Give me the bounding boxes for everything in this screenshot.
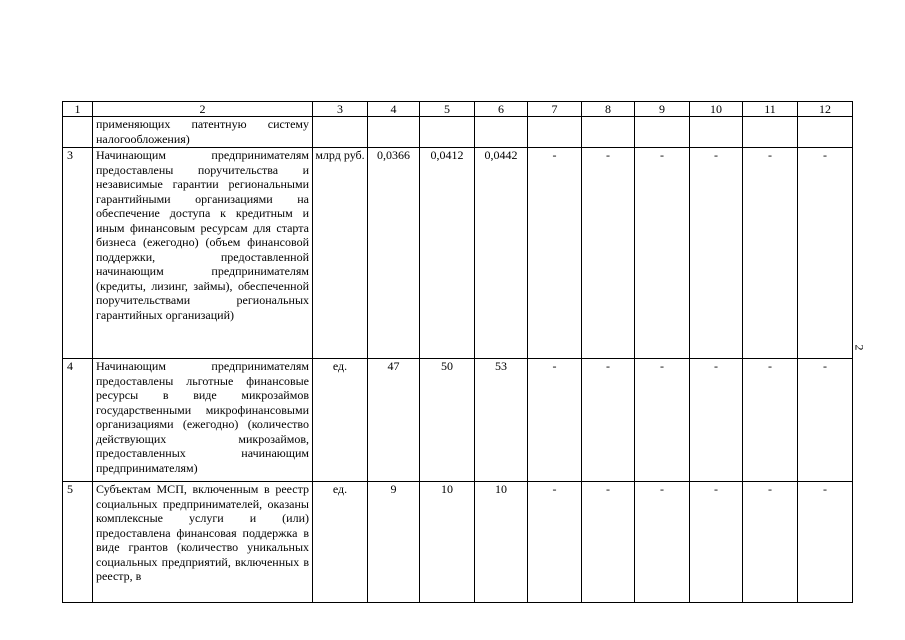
value-col-12: - (798, 482, 853, 603)
row-description: Начинающим предпринимателям предоставлены поручительства и независимые гарантии региональными гарантийными организациями на обеспечение доступа к кредитным и иным финансовым ресурсам для старта бизнеса (ежегодно) (объем финансовой поддержки, предоставленной начинающим предпринимателям (кредиты, лизинг, займы), обеспеченной поручительствами региональных гарантийных организаций) (93, 148, 313, 359)
value-col-5: 0,0412 (420, 148, 475, 359)
value-col-9: - (635, 482, 690, 603)
value-col-11: - (743, 482, 798, 603)
header-cell: 6 (475, 102, 528, 117)
page-number: 2 (852, 344, 867, 351)
header-cell: 3 (313, 102, 368, 117)
header-cell: 7 (528, 102, 582, 117)
value-col-5: 50 (420, 359, 475, 482)
value-col-12: - (798, 359, 853, 482)
table-row (63, 359, 853, 482)
value-col-7: - (528, 482, 582, 603)
value-col-10: - (690, 359, 743, 482)
row-description: Начинающим предпринимателям предоставлены льготные финансовые ресурсы в виде микрозаймов государственными микрофинансовыми организациями (ежегодно) (количество действующих микрозаймов, предоставленных начинающим предпринимателям) (93, 359, 313, 482)
value-col-12: - (798, 148, 853, 359)
value-col-4 (368, 117, 420, 148)
value-col-6: 53 (475, 359, 528, 482)
value-col-11: - (743, 359, 798, 482)
header-cell: 8 (582, 102, 635, 117)
value-col-8: - (582, 359, 635, 482)
row-description: Субъектам МСП, включенным в реестр социальных предпринимателей, оказаны комплексные услуги и (или) предоставлена финансовая поддержка в виде грантов (количество уникальных социальных предприятий, включенных в реестр, в (93, 482, 313, 603)
value-col-12 (798, 117, 853, 148)
header-cell: 4 (368, 102, 420, 117)
value-col-7: - (528, 148, 582, 359)
value-col-10 (690, 117, 743, 148)
header-cell: 2 (93, 102, 313, 117)
row-number: 3 (63, 148, 93, 359)
value-col-9: - (635, 359, 690, 482)
header-cell: 11 (743, 102, 798, 117)
header-cell: 9 (635, 102, 690, 117)
row-number: 5 (63, 482, 93, 603)
header-cell: 12 (798, 102, 853, 117)
row-description: применяющих патентную систему налогообложения) (93, 117, 313, 148)
value-col-10: - (690, 148, 743, 359)
value-col-6: 10 (475, 482, 528, 603)
value-col-7 (528, 117, 582, 148)
value-col-9 (635, 117, 690, 148)
header-cell: 5 (420, 102, 475, 117)
value-col-8: - (582, 148, 635, 359)
row-number: 4 (63, 359, 93, 482)
value-col-4: 9 (368, 482, 420, 603)
table-row (63, 117, 853, 148)
value-col-5: 10 (420, 482, 475, 603)
table-row (63, 482, 853, 603)
header-cell: 10 (690, 102, 743, 117)
value-col-11 (743, 117, 798, 148)
row-unit: ед. (313, 482, 368, 603)
data-table (62, 101, 853, 603)
value-col-6: 0,0442 (475, 148, 528, 359)
table-header-row (63, 102, 853, 117)
value-col-8: - (582, 482, 635, 603)
header-cell: 1 (63, 102, 93, 117)
value-col-6 (475, 117, 528, 148)
row-number (63, 117, 93, 148)
row-unit (313, 117, 368, 148)
value-col-7: - (528, 359, 582, 482)
value-col-4: 47 (368, 359, 420, 482)
value-col-11: - (743, 148, 798, 359)
value-col-5 (420, 117, 475, 148)
value-col-9: - (635, 148, 690, 359)
table-row (63, 148, 853, 359)
value-col-10: - (690, 482, 743, 603)
row-unit: млрд руб. (313, 148, 368, 359)
value-col-8 (582, 117, 635, 148)
row-unit: ед. (313, 359, 368, 482)
value-col-4: 0,0366 (368, 148, 420, 359)
